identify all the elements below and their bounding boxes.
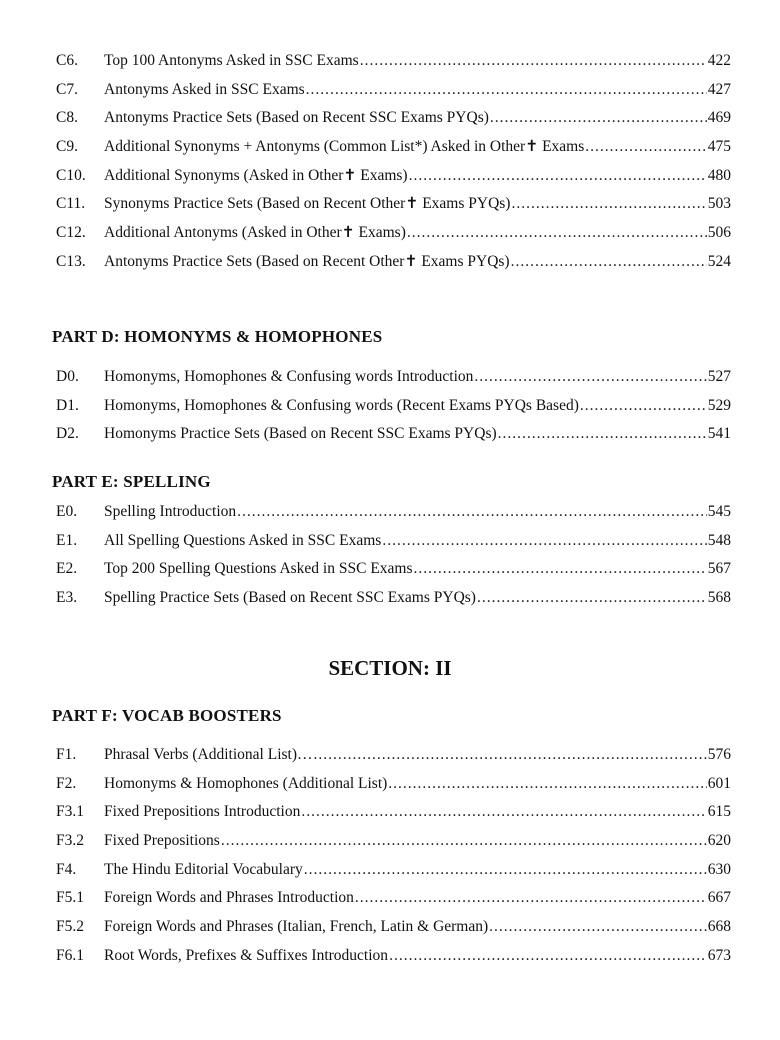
toc-entry — [56, 363, 731, 392]
toc-entry-page-number: 668 — [707, 918, 731, 936]
toc-entry-page-number: 567 — [707, 560, 731, 578]
toc-entry-title: Spelling Practice Sets (Based on Recent SSC Exams PYQs) — [104, 589, 476, 607]
dot-leader — [511, 190, 706, 219]
toc-entry-title: All Spelling Questions Asked in SSC Exams — [104, 531, 382, 549]
dot-leader — [306, 76, 707, 105]
toc-entry — [56, 913, 731, 942]
toc-entry — [56, 190, 731, 219]
dot-leader — [511, 248, 707, 277]
dot-leader — [477, 584, 707, 613]
toc-entry — [56, 47, 731, 76]
toc-entry-code: C11. — [56, 195, 86, 213]
toc-entry-code: C7. — [56, 80, 78, 98]
toc-entry-code: C9. — [56, 138, 78, 156]
toc-entry-title: Homonyms & Homophones (Additional List) — [104, 774, 388, 792]
toc-entry-title: Additional Antonyms (Asked in Other✝ Exams) — [104, 224, 406, 242]
toc-entry-code: F3.2 — [56, 832, 84, 850]
toc-entry-code: C8. — [56, 109, 78, 127]
toc-entry-code: E1. — [56, 531, 78, 549]
dot-leader — [414, 555, 707, 584]
dot-leader — [355, 884, 707, 913]
toc-entry-title: The Hindu Editorial Vocabulary — [104, 860, 303, 878]
toc-entry-page-number: 524 — [707, 252, 731, 270]
toc-entry-code: C10. — [56, 166, 86, 184]
toc-entry-title: Homonyms, Homophones & Confusing words Introduction — [104, 368, 474, 385]
toc-entry — [56, 555, 731, 584]
dot-leader — [314, 741, 707, 770]
toc-entry-code: C12. — [56, 224, 86, 242]
toc-entry-page-number: 529 — [707, 396, 731, 414]
toc-entry-title: Additional Synonyms + Antonyms (Common List*) Asked in Other✝ Exams — [104, 138, 585, 156]
toc-entry-page-number: 568 — [707, 589, 731, 607]
toc-entry — [56, 741, 731, 770]
toc-entry — [56, 219, 731, 248]
dot-leader — [490, 104, 707, 133]
toc-entry-title: Top 200 Spelling Questions Asked in SSC Exams — [104, 560, 413, 578]
toc-entry — [56, 856, 731, 885]
toc-entry-code: C6. — [56, 52, 78, 69]
toc-entry-page-number: 620 — [707, 832, 731, 850]
toc-entry-title: Fixed Prepositions — [104, 832, 220, 850]
toc-entry — [56, 827, 731, 856]
toc-entry-page-number: 615 — [707, 803, 731, 821]
toc-group-part-f — [56, 741, 731, 971]
toc-entry-code: F2. — [56, 774, 77, 792]
toc-entry-page-number: 475 — [707, 138, 731, 156]
toc-entry-title: Antonyms Practice Sets (Based on Recent Other✝ Exams PYQs) — [104, 252, 510, 270]
toc-entry — [56, 248, 731, 277]
toc-entry-page-number: 630 — [707, 860, 731, 878]
toc-entry-title: Spelling Introduction — [104, 503, 237, 520]
toc-entry-code: D2. — [56, 425, 79, 443]
toc-entry-code: C13. — [56, 252, 86, 270]
toc-entry — [56, 884, 731, 913]
toc-entry-code: D1. — [56, 396, 79, 414]
toc-entry-title: Phrasal Verbs (Additional List)… — [104, 746, 313, 763]
toc-entry-code: F6.1 — [56, 946, 84, 964]
dot-leader — [489, 913, 707, 942]
toc-entry-code: F5.2 — [56, 918, 84, 936]
toc-entry-title: Antonyms Asked in SSC Exams — [104, 80, 305, 98]
toc-entry-page-number: 469 — [707, 109, 731, 127]
dot-leader — [389, 942, 707, 971]
toc-entry-code: F1. — [56, 746, 77, 763]
toc-entry-page-number: 527 — [707, 368, 731, 385]
toc-entry-title: Top 100 Antonyms Asked in SSC Exams — [104, 52, 359, 69]
toc-entry-page-number: 601 — [707, 774, 731, 792]
toc-entry — [56, 498, 731, 527]
toc-entry-page-number: 667 — [707, 889, 731, 907]
dot-leader — [382, 527, 706, 556]
toc-entry-title: Root Words, Prefixes & Suffixes Introduction — [104, 946, 389, 964]
toc-entry-code: F3.1 — [56, 803, 84, 821]
toc-entry-page-number: 548 — [707, 531, 731, 549]
dot-leader — [304, 856, 707, 885]
toc-entry-page-number: 576 — [707, 746, 731, 763]
toc-entry — [56, 584, 731, 613]
toc-entry — [56, 104, 731, 133]
part-d-heading: PART D: HOMONYMS & HOMOPHONES — [52, 327, 383, 346]
dot-leader — [388, 770, 706, 799]
dot-leader — [498, 420, 707, 449]
toc-entry — [56, 527, 731, 556]
toc-entry-page-number: 541 — [707, 425, 731, 443]
toc-entry — [56, 420, 731, 449]
part-f-heading: PART F: VOCAB BOOSTERS — [52, 706, 282, 725]
toc-entry — [56, 162, 731, 191]
part-e-heading: PART E: SPELLING — [52, 472, 211, 491]
toc-entry-title: Additional Synonyms (Asked in Other✝ Exams) — [104, 166, 408, 184]
toc-entry-page-number: 422 — [707, 52, 731, 69]
dot-leader — [474, 363, 706, 392]
toc-entry-code: F4. — [56, 860, 77, 878]
toc-entry-code: E0. — [56, 503, 78, 520]
toc-group-part-c — [56, 47, 731, 277]
toc-entry-page-number: 503 — [707, 195, 731, 213]
toc-entry-title: Homonyms Practice Sets (Based on Recent SSC Exams PYQs) — [104, 425, 497, 443]
dot-leader — [585, 133, 706, 162]
toc-entry — [56, 942, 731, 971]
toc-entry — [56, 133, 731, 162]
dot-leader — [221, 827, 707, 856]
toc-group-part-e — [56, 498, 731, 613]
dot-leader — [407, 219, 707, 248]
toc-entry — [56, 770, 731, 799]
toc-group-part-d — [56, 363, 731, 449]
toc-entry-title: Synonyms Practice Sets (Based on Recent Other✝ Exams PYQs) — [104, 195, 511, 213]
toc-entry-page-number: 673 — [707, 946, 731, 964]
toc-entry-page-number: 427 — [707, 80, 731, 98]
toc-entry-page-number: 545 — [707, 503, 731, 520]
toc-entry-code: D0. — [56, 368, 79, 385]
toc-entry-title: Homonyms, Homophones & Confusing words (Recent Exams PYQs Based) — [104, 396, 579, 414]
dot-leader — [301, 798, 706, 827]
toc-entry-code: E3. — [56, 589, 78, 607]
toc-entry — [56, 392, 731, 421]
dot-leader — [360, 47, 707, 76]
toc-entry-code: F5.1 — [56, 889, 84, 907]
dot-leader — [580, 392, 707, 421]
toc-entry-page-number: 506 — [707, 224, 731, 242]
toc-entry — [56, 76, 731, 105]
dot-leader — [237, 498, 707, 527]
dot-leader — [409, 162, 707, 191]
toc-entry-code: E2. — [56, 560, 78, 578]
toc-entry — [56, 798, 731, 827]
toc-entry-title: Foreign Words and Phrases (Italian, French, Latin & German) — [104, 918, 489, 936]
toc-entry-title: Fixed Prepositions Introduction — [104, 803, 301, 821]
toc-entry-title: Foreign Words and Phrases Introduction — [104, 889, 354, 907]
section-ii-heading: SECTION: II — [328, 656, 452, 680]
toc-entry-page-number: 480 — [707, 166, 731, 184]
toc-entry-title: Antonyms Practice Sets (Based on Recent SSC Exams PYQs) — [104, 109, 489, 127]
